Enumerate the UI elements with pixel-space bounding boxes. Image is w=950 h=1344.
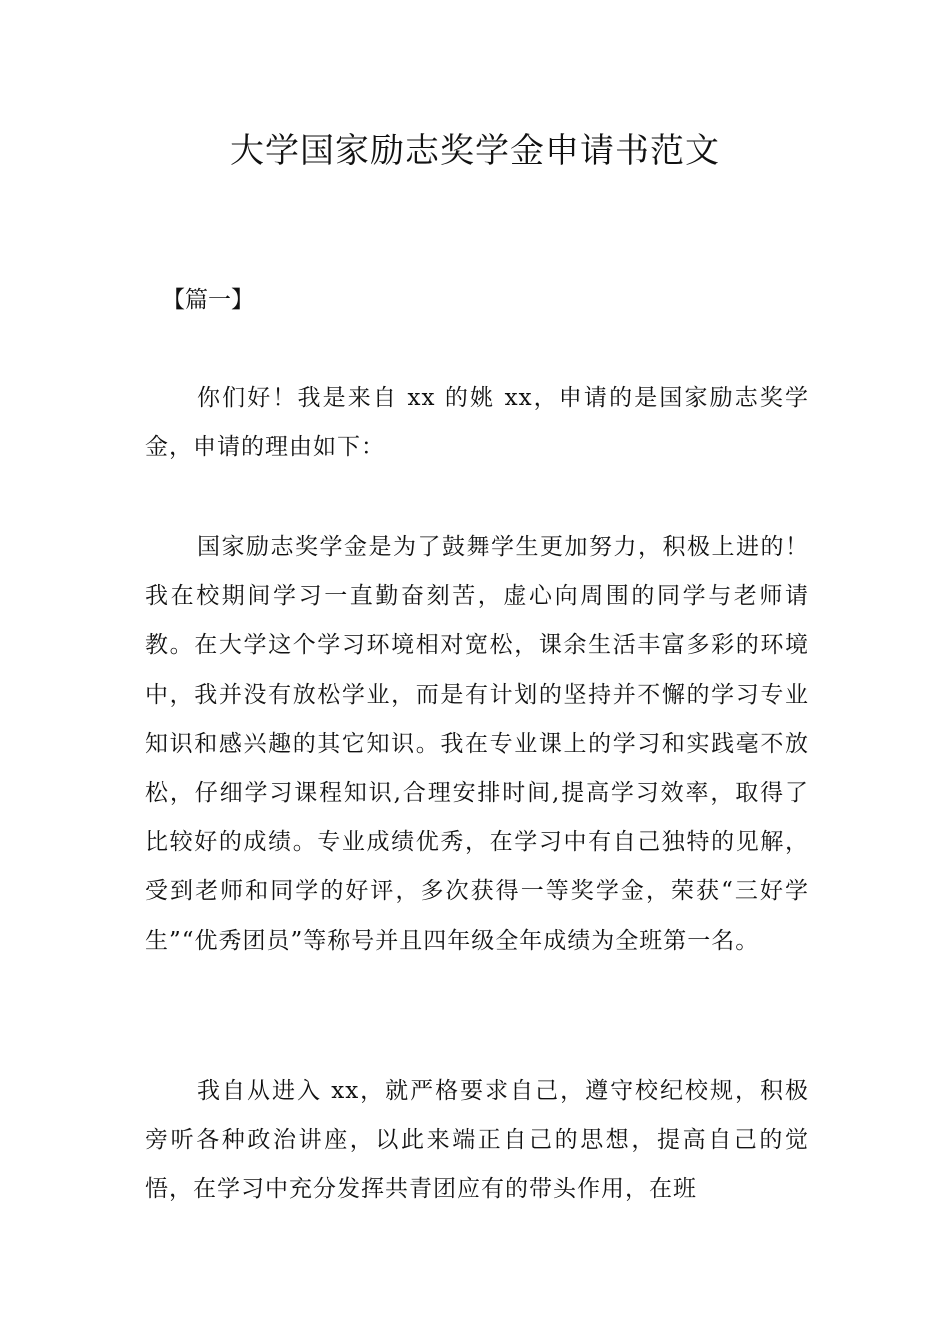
section-label: 【篇一】 xyxy=(162,287,254,313)
paragraph-conduct: 我自从进入 xx，就严格要求自己，遵守校纪校规，积极旁听各种政治讲座，以此来端正自己的思想，提高自己的觉悟，在学习中充分发挥共青团应有的带头作用，在班 xyxy=(145,1078,809,1203)
document-title: 大学国家励志奖学金申请书范文 xyxy=(230,131,720,171)
paragraph-academics: 国家励志奖学金是为了鼓舞学生更加努力，积极上进的！我在校期间学习一直勤奋刻苦，虚心向周围的同学与老师请教。在大学这个学习环境相对宽松，课余生活丰富多彩的环境中，我并没有放松学业，而是有计划的坚持并不懈的学习专业知识和感兴趣的其它知识。我在专业课上的学习和实践毫不放松，仔细学习课程知识,合理安排时间,提高学习效率，取得了比较好的成绩。专业成绩优秀，在学习中有自己独特的见解，受到老师和同学的好评，多次获得一等奖学金，荣获“三好学生”“优秀团员”等称号并且四年级全年成绩为全班第一名。 xyxy=(145,534,809,954)
paragraph-greeting: 你们好！我是来自 xx 的姚 xx，申请的是国家励志奖学金，申请的理由如下： xyxy=(145,385,809,461)
